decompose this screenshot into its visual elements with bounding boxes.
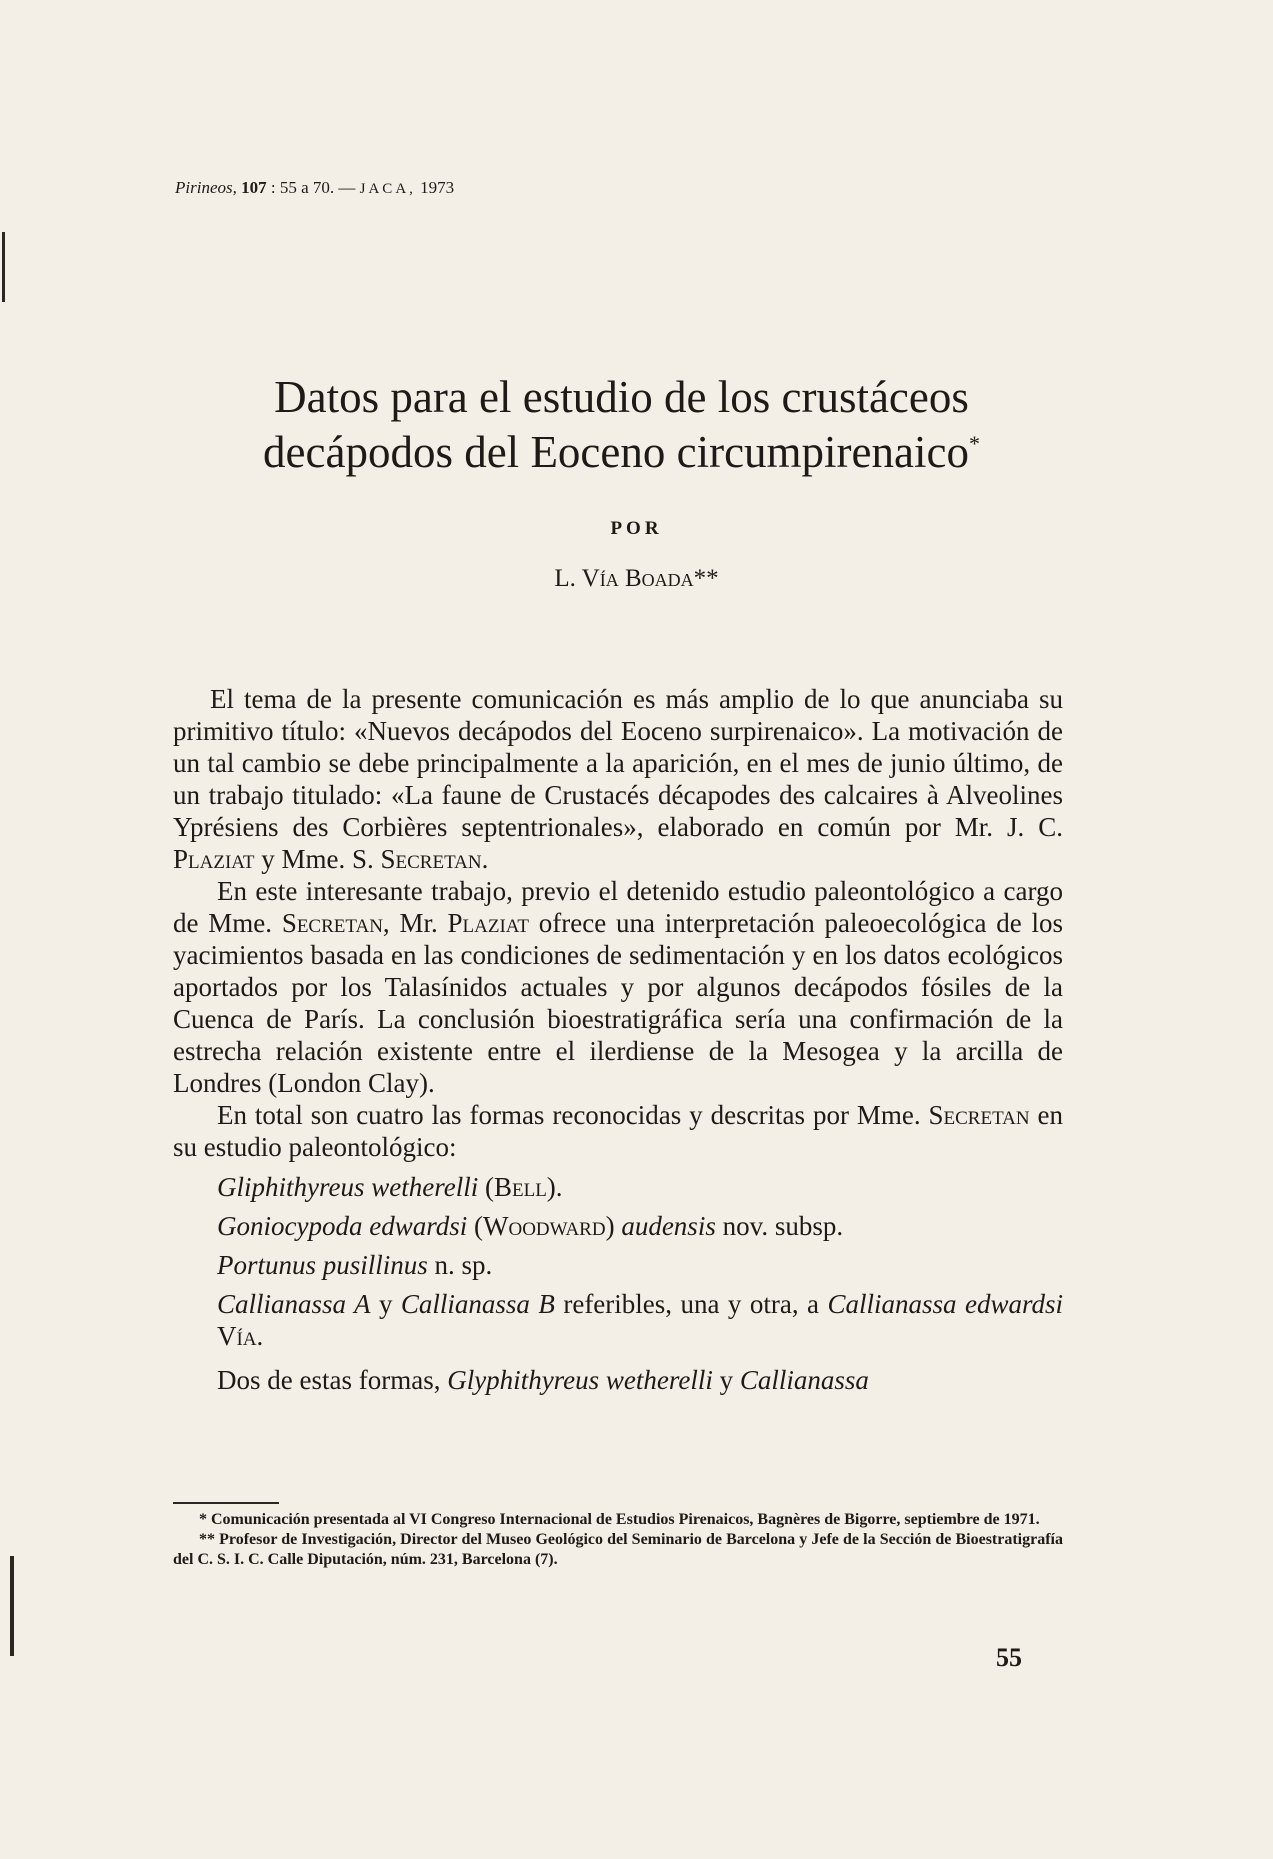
text-run: referibles, una y otra, a xyxy=(554,1289,828,1319)
species-item xyxy=(217,1288,1063,1352)
text-run: n. sp. xyxy=(427,1250,493,1280)
paragraph-3 xyxy=(173,1099,1063,1163)
publication-year: 1973 xyxy=(420,178,455,197)
footnote-1: * Comunicación presentada al VI Congreso Internacional de Estudios Pirenaicos, Bagnères de Bigorre, septiembre de 1971. xyxy=(199,1511,1040,1528)
author-ref: Secretan xyxy=(928,1100,1030,1130)
byline-por: POR xyxy=(610,518,663,539)
text-run: En este interesante trabajo, previo el detenido estudio paleontológico a cargo de Mme. xyxy=(173,876,1063,938)
journal-name: Pirineos, xyxy=(175,178,237,197)
title-line-1: Datos para el estudio de los crustáceos xyxy=(274,372,969,422)
species-name: Goniocypoda edwardsi xyxy=(217,1211,468,1241)
text-run: y xyxy=(712,1365,740,1395)
text-run: nov. subsp. xyxy=(715,1211,844,1241)
species-name: Callianassa xyxy=(739,1365,869,1395)
species-name: Portunus pusillinus xyxy=(217,1250,428,1280)
title-line-2-text: decápodos del Eoceno circumpirenaico xyxy=(263,427,969,477)
text-run: El tema de la presente comunicación es más amplio de lo que anunciaba su primitivo título: «Nuevos decápodos del Eoceno surpirenaico». La motivación de un tal cambio se debe principalmente a la aparición, en el mes de junio último, de un trabajo titulado: «La faune de Crustacés décapodes des calcaires à Alveolines Yprésiens des Corbières septentrionales», elaborado en común por Mr. J. C. xyxy=(173,684,1063,842)
paragraph-4 xyxy=(173,1364,1063,1396)
species-item xyxy=(217,1249,1063,1281)
species-name: Callianassa A xyxy=(217,1289,371,1319)
article-body xyxy=(173,683,1063,1396)
text-run: ( xyxy=(467,1211,483,1241)
scan-margin-mark xyxy=(2,232,5,302)
author-ref: Secretan xyxy=(281,908,383,938)
author-ref: Woodward xyxy=(482,1211,606,1241)
species-name: Gliphithyreus wetherelli xyxy=(217,1172,479,1202)
species-name: Callianassa B xyxy=(400,1289,555,1319)
page-number: 55 xyxy=(996,1643,1022,1672)
text-run: ofrece una interpretación paleoecológica de los yacimientos basada en las condiciones de sedimentación y en los datos ecológicos aportados por los Talasínidos actuales y por algunos decápodos fósiles de la Cuenca de París. La conclusión bioestratigráfica sería una confirmación de la estrecha relación existente entre el ilerdiense de la Mesogea y la arcilla de Londres (London Clay). xyxy=(173,908,1063,1098)
author-ref: Plaziat xyxy=(447,908,530,938)
author-ref: Secretan. xyxy=(380,844,489,874)
text-run: y xyxy=(370,1289,401,1319)
author-ref: Plaziat xyxy=(173,844,255,874)
text-run: , Mr. xyxy=(382,908,448,938)
author-ref: Bell xyxy=(493,1172,547,1202)
title-footnote-mark: * xyxy=(968,431,980,456)
title-line-2 xyxy=(150,425,1093,480)
author-ref: Vía. xyxy=(217,1321,264,1351)
text-run: En total son cuatro las formas reconocidas y descritas por Mme. xyxy=(217,1100,929,1130)
publication-city: JACA, xyxy=(359,181,416,197)
scan-margin-mark xyxy=(10,1556,14,1656)
subspecies-name: audensis xyxy=(621,1211,716,1241)
text-run: ) xyxy=(605,1211,622,1241)
author-name: L. Vía Boada** xyxy=(554,565,719,592)
text-run: Dos de estas formas, xyxy=(217,1365,448,1395)
citation-header xyxy=(175,178,454,198)
page-range: : 55 a 70. — xyxy=(270,178,356,197)
footnote-rule xyxy=(173,1502,279,1504)
footnote-2: ** Profesor de Investigación, Director del Museo Geológico del Seminario de Barcelona y Jefe de la Sección de Bioestratigrafía del C. S. I. C. Calle Diputación, núm. 231, Barcelona (7). xyxy=(173,1531,1063,1568)
species-name: Callianassa edwardsi xyxy=(827,1289,1063,1319)
volume-number: 107 xyxy=(241,178,267,197)
text-run: en su estudio paleontológico: xyxy=(173,1100,1064,1162)
paragraph-2 xyxy=(173,875,1063,1099)
species-item xyxy=(217,1171,1063,1203)
species-item xyxy=(217,1210,1063,1242)
text-run: y Mme. S. xyxy=(254,844,381,874)
article-title xyxy=(150,370,1093,480)
text-run: ( xyxy=(478,1172,494,1202)
species-list xyxy=(217,1171,1063,1352)
text-run: ). xyxy=(546,1172,563,1202)
paragraph-1 xyxy=(173,683,1063,875)
species-name: Glyphithyreus wetherelli xyxy=(447,1365,713,1395)
footnotes xyxy=(173,1510,1063,1570)
